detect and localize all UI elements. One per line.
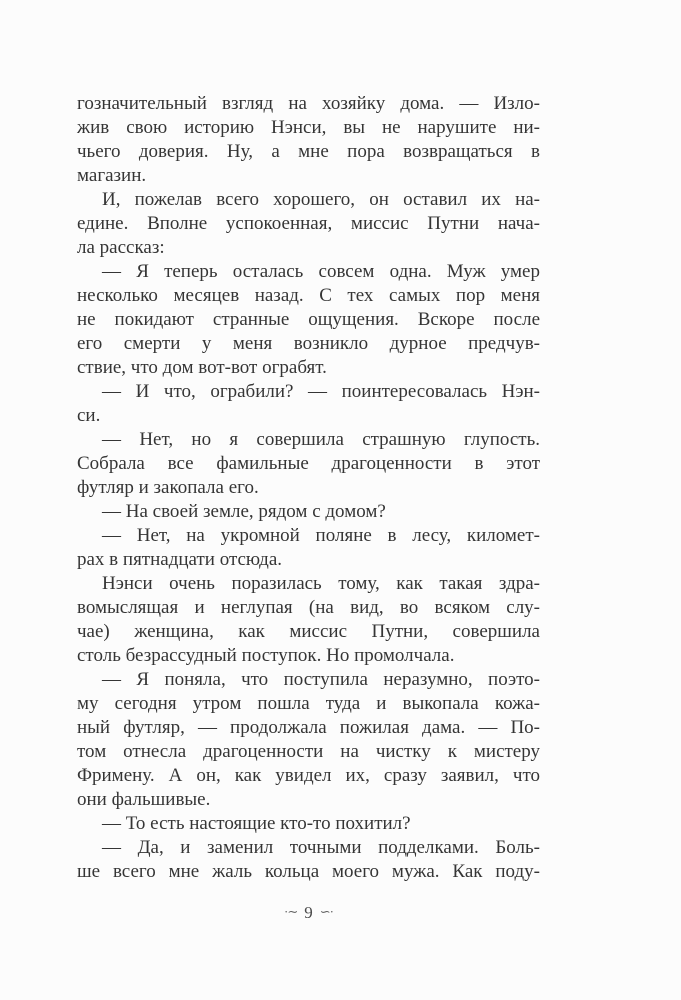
paragraph	[77, 428, 540, 500]
text-line: чае) женщина, как миссис Путни, совершила	[77, 621, 540, 642]
text-line: рах в пятнадцати отсюда.	[77, 549, 283, 570]
footer-ornament-left: ·∼	[284, 904, 298, 919]
text-line: едине. Вполне успокоенная, миссис Путни нача-	[77, 213, 540, 234]
text-line: — Я поняла, что поступила неразумно, поэто-	[102, 669, 540, 690]
text-line: ный футляр, — продолжала пожилая дама. — По-	[77, 717, 540, 738]
text-line: столь безрассудный поступок. Но промолчала.	[77, 645, 455, 666]
text-line: — Нет, на укромной поляне в лесу, километ-	[102, 525, 540, 546]
text-line: ше всего мне жаль кольца моего мужа. Как поду-	[77, 861, 540, 882]
text-line: — На своей земле, рядом с домом?	[102, 501, 386, 522]
text-line: футляр и закопала его.	[77, 477, 259, 498]
paragraph	[77, 188, 540, 260]
text-line: не покидают странные ощущения. Вскоре после	[77, 309, 540, 330]
paragraph	[77, 524, 540, 572]
footer-ornament-right: ∽·	[319, 904, 333, 919]
text-line: — И что, ограбили? — поинтересовалась Нэн-	[102, 381, 540, 402]
text-line: Собрала все фамильные драгоценности в этот	[77, 453, 540, 474]
paragraph	[77, 260, 540, 380]
text-line: му сегодня утром пошла туда и выкопала кожа-	[77, 693, 540, 714]
text-line: — То есть настоящие кто-то похитил?	[102, 813, 411, 834]
paragraph	[77, 500, 540, 524]
paragraph	[77, 836, 540, 884]
text-line: магазин.	[77, 165, 147, 186]
page-number: 9	[304, 903, 313, 922]
text-line: ла рассказ:	[77, 237, 165, 258]
text-line: чьего доверия. Ну, а мне пора возвращаться в	[77, 141, 540, 162]
text-line: жив свою историю Нэнси, вы не нарушите ни-	[77, 117, 540, 138]
text-line: его смерти у меня возникло дурное предчув-	[77, 333, 540, 354]
text-block	[77, 92, 540, 884]
paragraph	[77, 668, 540, 812]
paragraph	[77, 92, 540, 188]
text-line: вомыслящая и неглупая (на вид, во всяком слу-	[77, 597, 540, 618]
text-line: несколько месяцев назад. С тех самых пор меня	[77, 285, 540, 306]
text-line: ствие, что дом вот-вот ограбят.	[77, 357, 327, 378]
text-line: И, пожелав всего хорошего, он оставил их на-	[102, 189, 540, 210]
text-line: Нэнси очень поразилась тому, как такая здра-	[102, 573, 540, 594]
text-line: — Я теперь осталась совсем одна. Муж умер	[102, 261, 540, 282]
text-line: Фримену. А он, как увидел их, сразу заявил, что	[77, 765, 540, 786]
text-line: — Нет, но я совершила страшную глупость.	[102, 429, 540, 450]
page-footer	[77, 901, 540, 926]
paragraph	[77, 572, 540, 668]
text-line: гозначительный взгляд на хозяйку дома. — Изло-	[77, 93, 540, 114]
text-line: си.	[77, 405, 101, 426]
text-line: — Да, и заменил точными подделками. Боль-	[102, 837, 540, 858]
text-line: том отнесла драгоценности на чистку к мистеру	[77, 741, 540, 762]
text-line: они фальшивые.	[77, 789, 211, 810]
paragraph	[77, 380, 540, 428]
paragraph	[77, 812, 540, 836]
